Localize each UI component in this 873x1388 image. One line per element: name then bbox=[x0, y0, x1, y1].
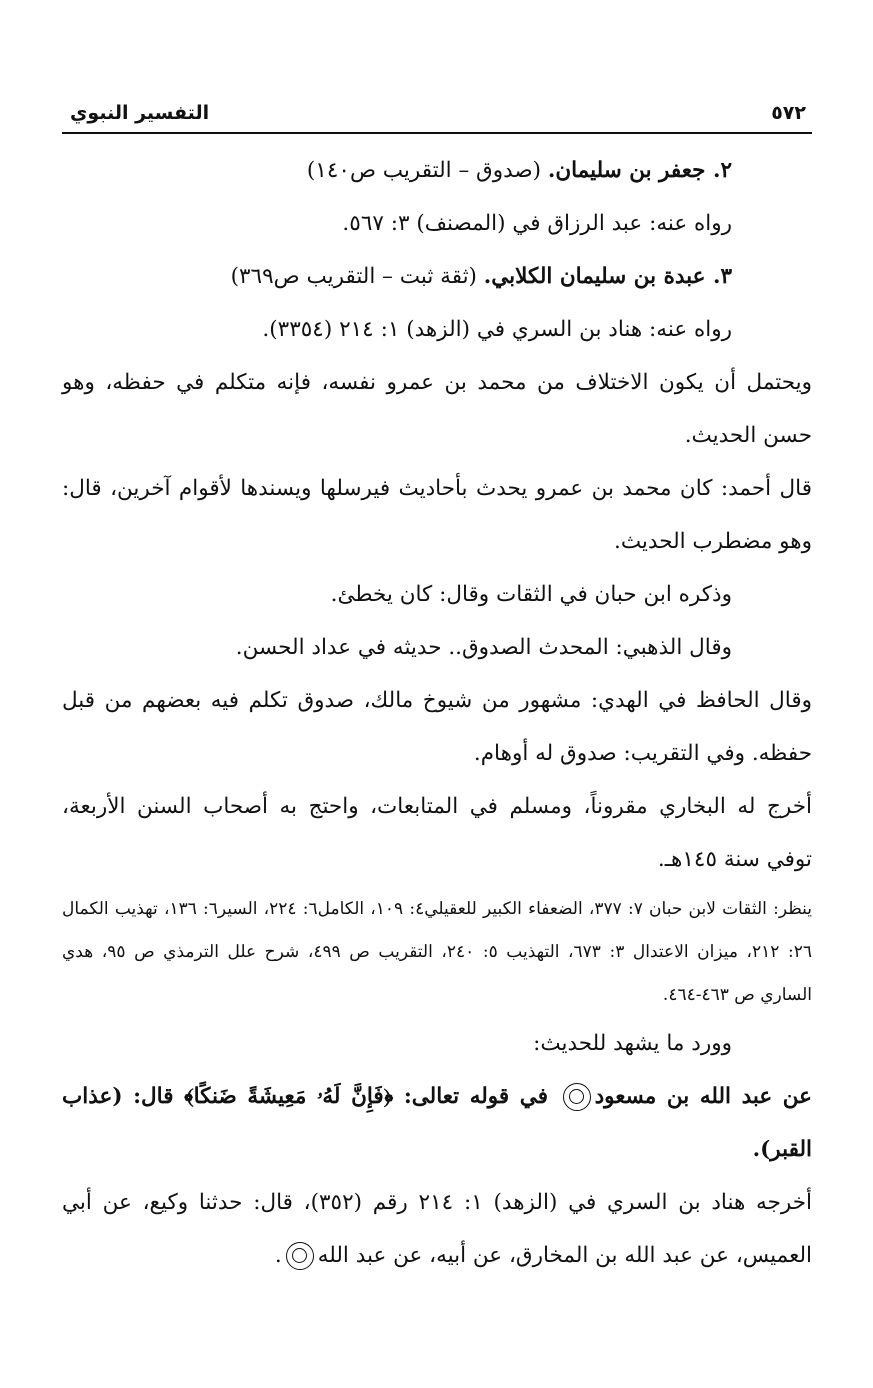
page-header bbox=[62, 96, 812, 134]
hadith-text: قال: (عذاب القبر). bbox=[62, 1084, 812, 1162]
narrator-grade: (ثقة ثبت – التقريب ص٣٦٩) bbox=[230, 264, 484, 289]
page-number: ٥٧٢ bbox=[771, 102, 806, 124]
radiyallahu-anhu-ligature-icon bbox=[286, 1242, 314, 1270]
paragraph: أخرج له البخاري مقروناً، ومسلم في المتابعات، واحتج به أصحاب السنن الأربعة، توفي سنة ١٤٥هـ. bbox=[62, 794, 812, 872]
page-content bbox=[62, 134, 812, 1282]
paragraph: وذكره ابن حبان في الثقات وقال: كان يخطئ. bbox=[330, 582, 732, 607]
radiyallahu-anhu-ligature-icon bbox=[563, 1083, 591, 1111]
paragraph: قال أحمد: كان محمد بن عمرو يحدث بأحاديث فيرسلها ويسندها لأقوام آخرين، قال: وهو مضطرب الحديث. bbox=[62, 476, 812, 554]
narrated-by-line: رواه عنه: هناد بن السري في (الزهد) ١: ٢١٤ (٣٣٥٤). bbox=[262, 317, 732, 342]
paragraph: وقال الذهبي: المحدث الصدوق.. حديثه في عداد الحسن. bbox=[235, 635, 732, 660]
narrator-entry-2 bbox=[62, 144, 812, 197]
paragraph bbox=[62, 1176, 812, 1282]
narrator-grade: (صدوق – التقريب ص١٤٠) bbox=[306, 158, 548, 183]
running-title: التفسير النبوي bbox=[70, 102, 210, 124]
narrated-by-line: رواه عنه: عبد الرزاق في (المصنف) ٣: ٥٦٧. bbox=[342, 211, 732, 236]
hadith-text: في قوله تعالى: bbox=[393, 1084, 559, 1109]
takhrij-text: . bbox=[274, 1243, 282, 1268]
footnote-text: ينظر: الثقات لابن حبان ٧: ٣٧٧، الضعفاء الكبير للعقيلي٤: ١٠٩، الكامل٦: ٢٢٤، السير٦: ١٣٦، تهذيب الكمال ٢٦: ٢١٢، ميزان الاعتدال ٣: ٦٧٣، التهذيب ٥: ٢٤٠، التقريب ص ٤٩٩، شرح علل الترمذي ص ٩٥، هدي الساري ص ٤٦٣-٤٦٤. bbox=[62, 899, 813, 1005]
paragraph: ويحتمل أن يكون الاختلاف من محمد بن عمرو نفسه، فإنه متكلم في حفظه، وهو حسن الحديث. bbox=[62, 370, 812, 448]
paragraph: وورد ما يشهد للحديث: bbox=[533, 1031, 732, 1056]
narrator-name: ٣. عبدة بن سليمان الكلابي. bbox=[483, 264, 732, 289]
hadith-paragraph bbox=[62, 1070, 812, 1176]
hadith-text: عن عبد الله بن مسعود bbox=[594, 1084, 813, 1109]
footnote-block bbox=[62, 888, 812, 1017]
narrator-name: ٢. جعفر بن سليمان. bbox=[547, 158, 732, 183]
narrator-entry-3 bbox=[62, 250, 812, 303]
book-page bbox=[62, 96, 812, 1282]
paragraph: وقال الحافظ في الهدي: مشهور من شيوخ مالك، صدوق تكلم فيه بعضهم من قبل حفظه. وفي التقريب: صدوق له أوهام. bbox=[62, 688, 812, 766]
quran-verse: ﴿فَإِنَّ لَهُۥ مَعِيشَةً ضَنكًا﴾ bbox=[184, 1084, 394, 1109]
takhrij-text: أخرجه هناد بن السري في (الزهد) ١: ٢١٤ رقم (٣٥٢)، قال: حدثنا وكيع، عن أبي العميس، عن عبد الله بن المخارق، عن أبيه، عن عبد الله bbox=[62, 1190, 812, 1268]
